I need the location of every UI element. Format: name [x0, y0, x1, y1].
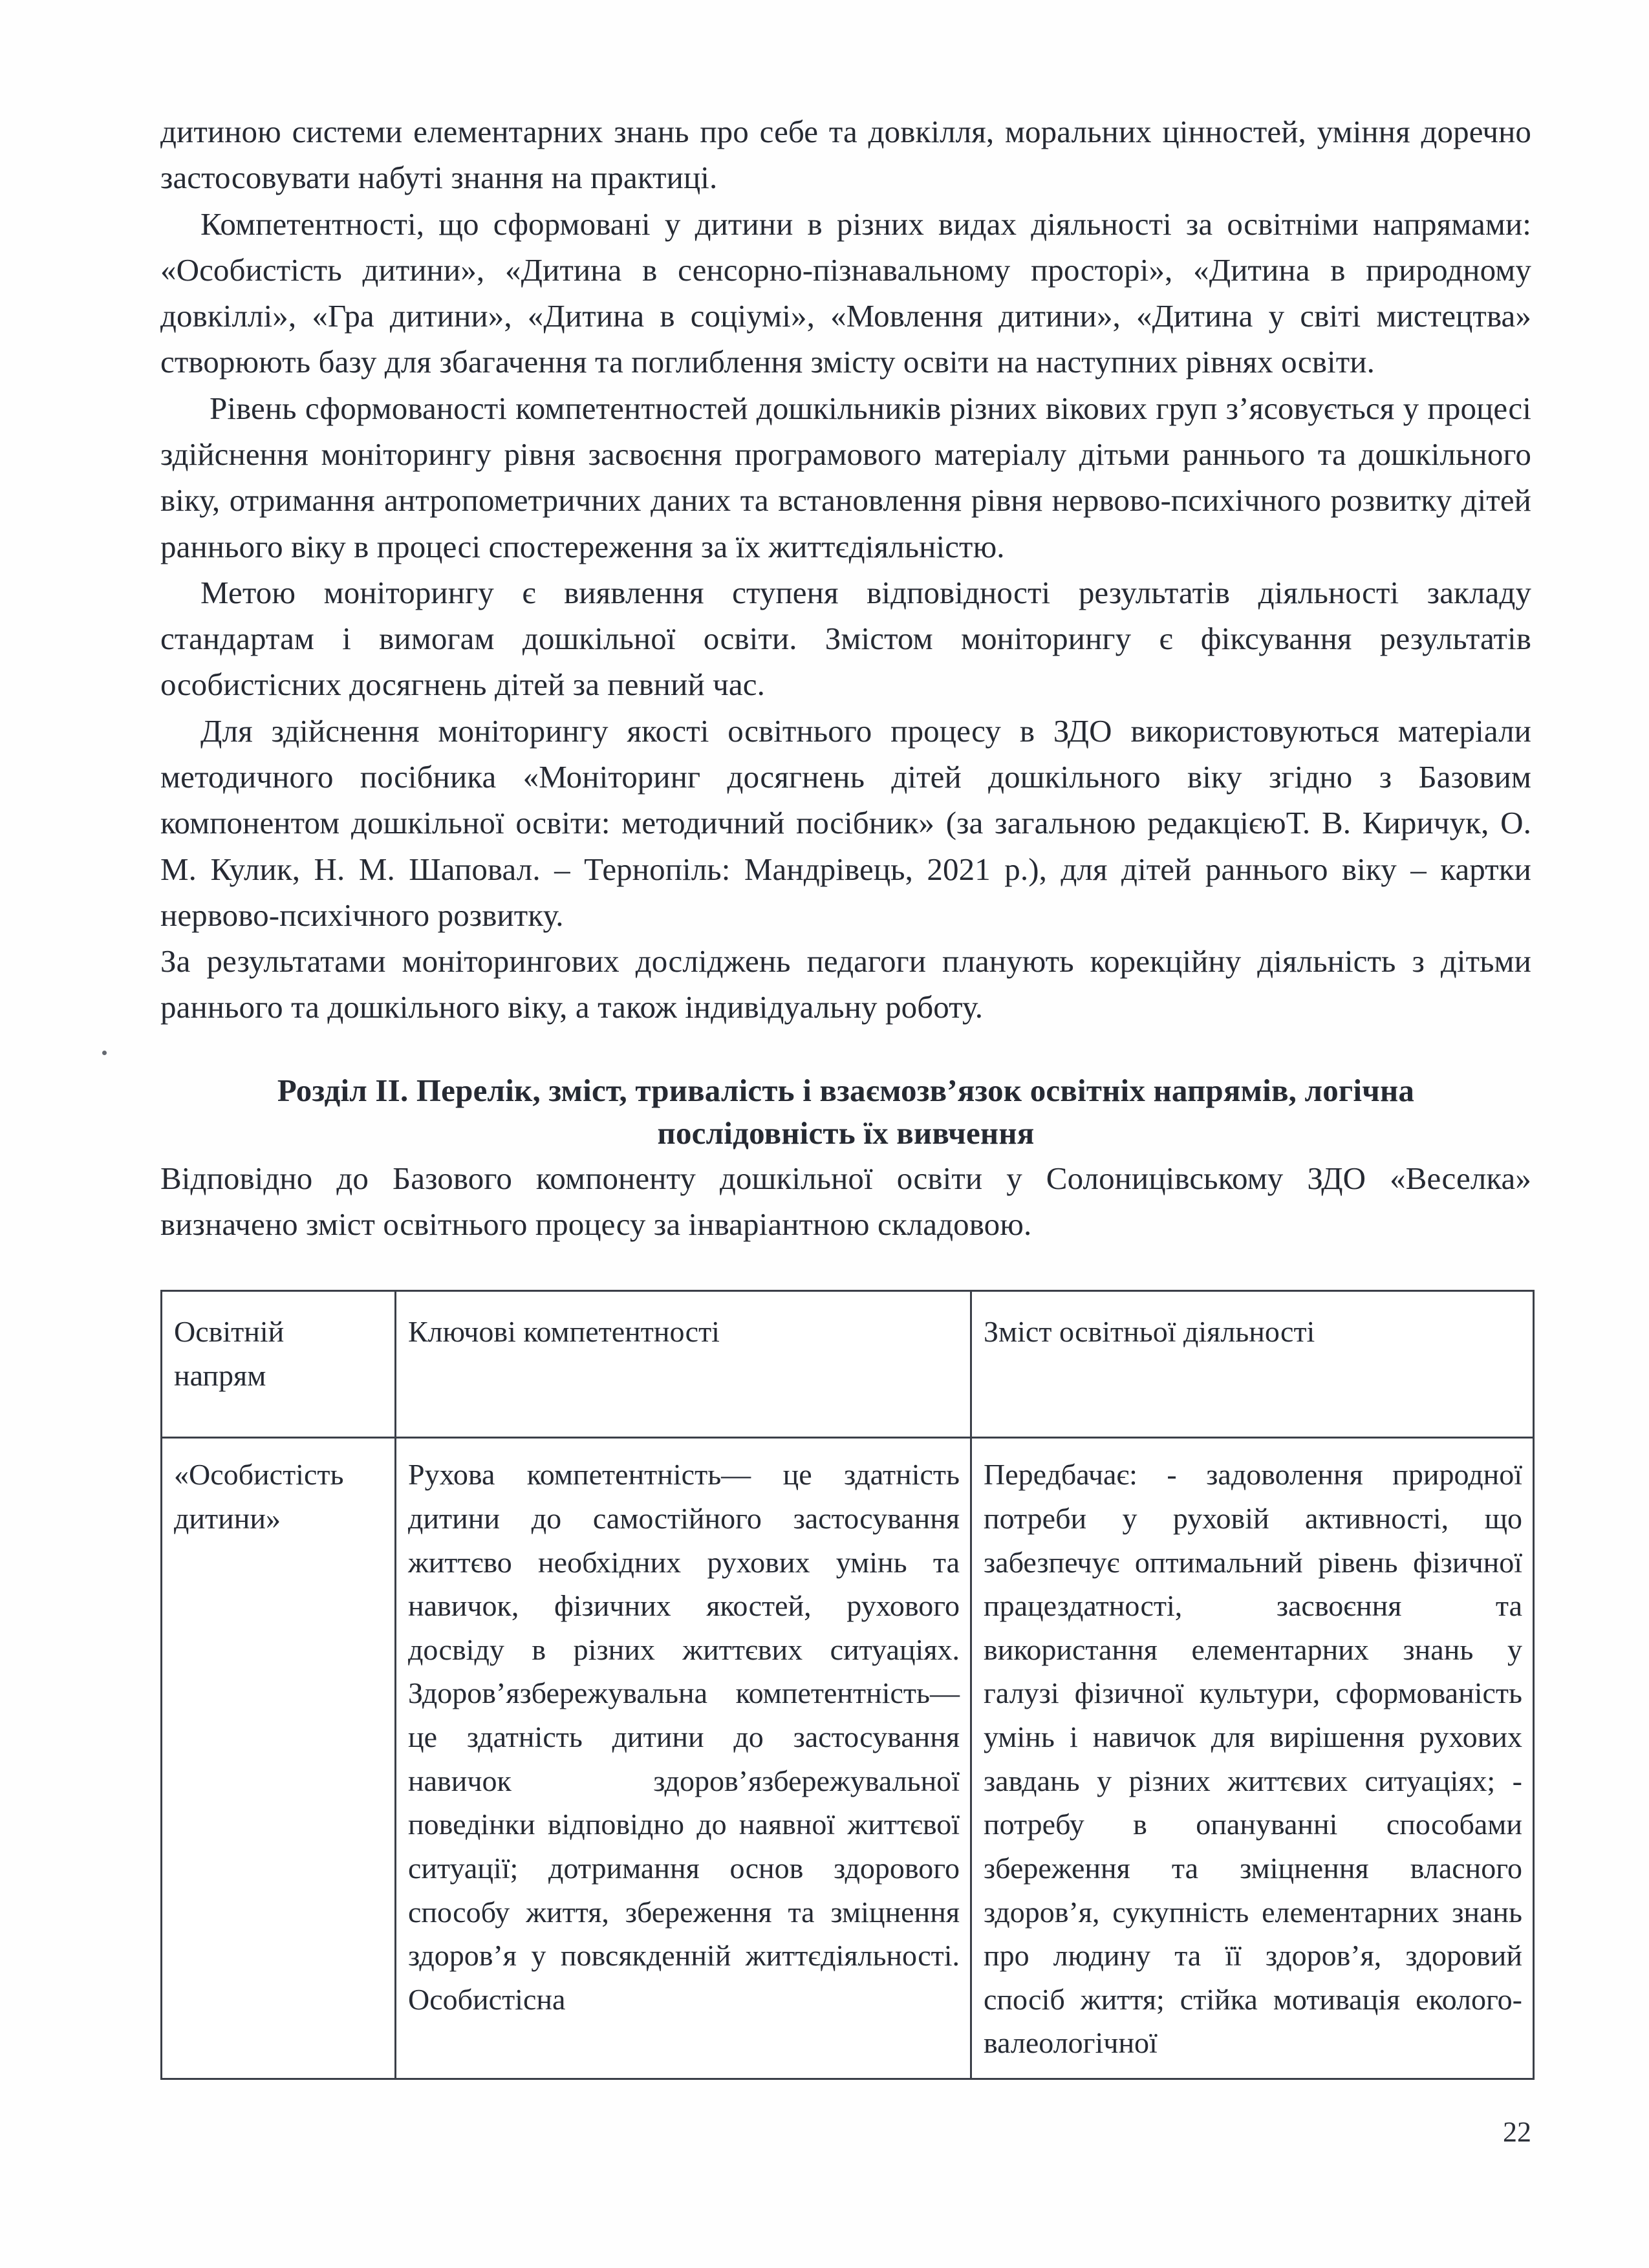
section-heading-line-2: послідовність їх вивчення	[657, 1115, 1035, 1151]
intro-paragraph: Відповідно до Базового компоненту дошкільної освіти у Солоницівському ЗДО «Веселка» визначено зміст освітнього процесу за інваріантною складовою.	[160, 1160, 1531, 1243]
educational-directions-table	[160, 1290, 1535, 2080]
cell-content: Передбачає: - задоволення природної потреби у руховій активності, що забезпечує оптимальний рівень фізичної працездатності, засвоєння та використання елементарних знань у галузі фізичної культури, сформованість умінь і навичок для вирішення рухових завдань у різних життєвих ситуаціях; - потребу в опануванні способами збереження та зміцнення власного здоров’я, сукупність елементарних знань про людину та її здоров’я, здоровий спосіб життя; стійка мотивація еколого-валеологічної	[971, 1438, 1534, 2079]
paragraph-6: За результатами моніторингових досліджень педагоги планують корекційну діяльність з дітьми раннього та дошкільного віку, а також індивідуальну роботу.	[160, 943, 1531, 1025]
table-header-competencies: Ключові компетентності	[396, 1291, 971, 1438]
cell-direction: «Особистість дитини»	[162, 1438, 396, 2079]
section-heading	[160, 1069, 1531, 1155]
table-header-content: Зміст освітньої діяльності	[971, 1291, 1534, 1438]
scan-speck-artifact	[102, 1051, 107, 1055]
paragraph-4: Метою моніторингу є виявлення ступеня відповідності результатів діяльності закладу стандартам і вимогам дошкільної освіти. Змістом моніторингу є фіксування результатів особистісних досягнень дітей за певний час.	[160, 574, 1531, 703]
table-header-direction-line-1: Освітній	[174, 1315, 285, 1349]
paragraph-5: Для здійснення моніторингу якості освітнього процесу в ЗДО використовуються матеріали методичного посібника «Моніторинг досягнень дітей дошкільного віку згідно з Базовим компонентом дошкільної освіти: методичний посібник» (за загальною редакцієюТ. В. Киричук, О. М. Кулик, Н. М. Шаповал. – Тернопіль: Мандрівець, 2021 р.), для дітей раннього віку – картки нервово-психічного розвитку.	[160, 712, 1531, 933]
table-row	[162, 1438, 1534, 2079]
page-content	[160, 109, 1531, 2080]
paragraph-2: Компетентності, що сформовані у дитини в різних видах діяльності за освітніми напрямами: «Особистість дитини», «Дитина в сенсорно-пізнавальному просторі», «Дитина в природному довкіллі», «Гра дитини», «Дитина в соціумі», «Мовлення дитини», «Дитина у світі мистецтва» створюють базу для збагачення та поглиблення змісту освіти на наступних рівнях освіти.	[160, 206, 1531, 380]
paragraph-1: дитиною системи елементарних знань про себе та довкілля, моральних цінностей, уміння доречно застосовувати набуті знання на практиці.	[160, 114, 1531, 196]
cell-competencies: Рухова компетентність— це здатність дитини до самостійного застосування життєво необхідних рухових умінь та навичок, фізичних якостей, рухового досвіду в різних життєвих ситуаціях. Здоров’язбережувальна компетентність— це здатність дитини до застосування навичок здоров’язбережувальної поведінки відповідно до наявної життєвої ситуації; дотримання основ здорового способу життя, збереження та зміцнення здоров’я у повсякденній життєдіяльності. Особистісна	[396, 1438, 971, 2079]
table-header-direction	[162, 1291, 396, 1438]
table-header-direction-line-2: напрям	[174, 1359, 266, 1393]
page-number: 22	[1503, 2116, 1531, 2148]
section-heading-line-1: Розділ II. Перелік, зміст, тривалість і взаємозв’язок освітніх напрямів, логічна	[277, 1072, 1415, 1108]
table-header-row	[162, 1291, 1534, 1438]
paragraph-3: Рівень сформованості компетентностей дошкільників різних вікових груп з’ясовується у процесі здійснення моніторингу рівня засвоєння програмового матеріалу дітьми раннього та дошкільного віку, отримання антропометричних даних та встановлення рівня нервово-психічного розвитку дітей раннього віку в процесі спостереження за їх життєдіяльністю.	[160, 390, 1531, 564]
